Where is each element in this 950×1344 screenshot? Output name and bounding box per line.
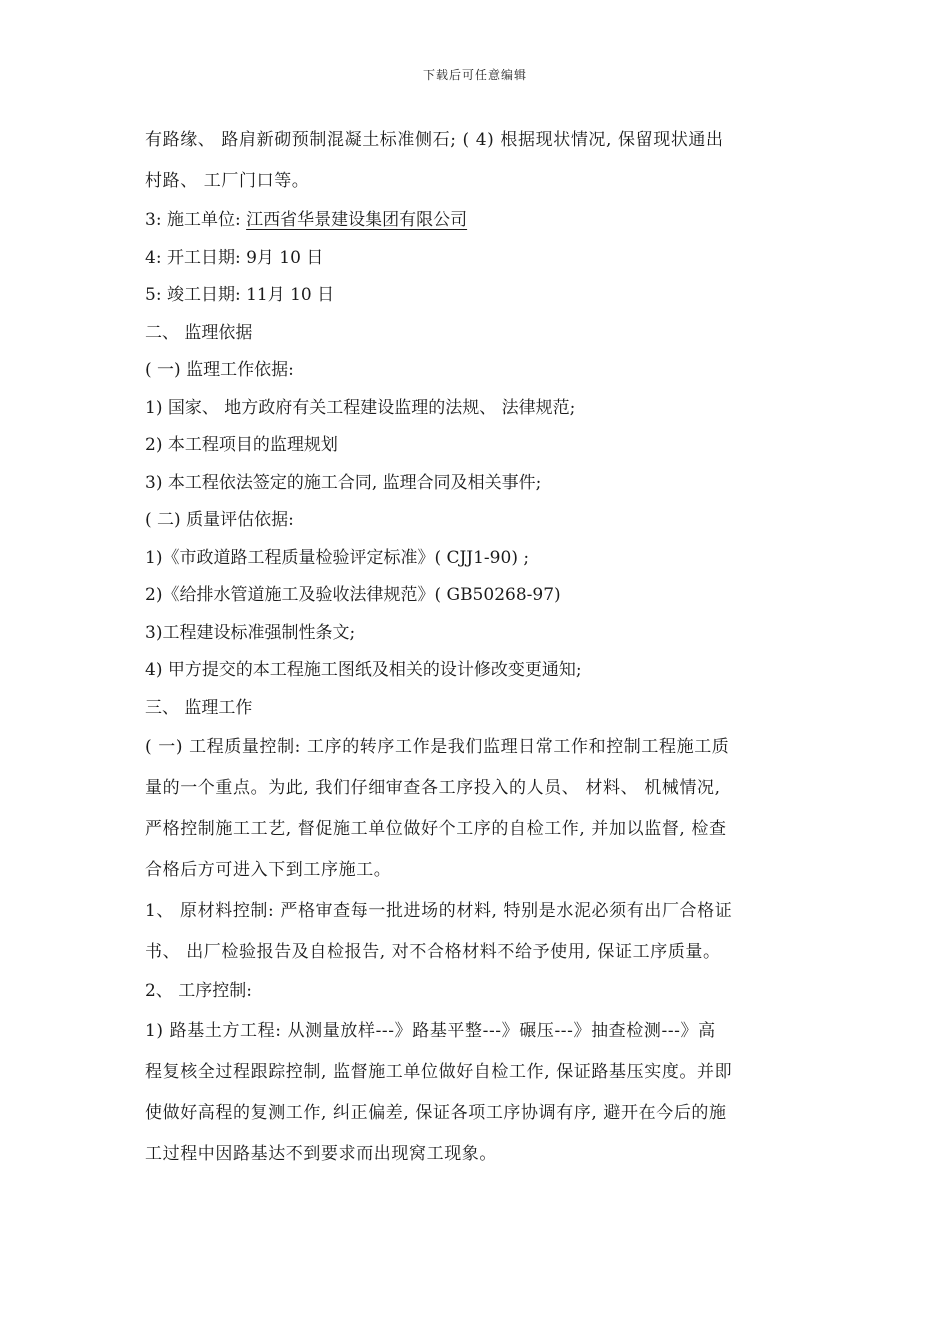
section-2-heading: 二、 监理依据 bbox=[145, 322, 253, 343]
end-date-line: 5: 竣工日期: 11月 10 日 bbox=[145, 285, 335, 305]
section-3-heading: 三、 监理工作 bbox=[145, 697, 253, 718]
material-paragraph-line: 1、 原材料控制: 严格审查每一批进场的材料, 特别是水泥必须有出厂合格证 bbox=[145, 901, 733, 921]
quality-paragraph-line: ( 一) 工程质量控制: 工序的转序工作是我们监理日常工作和控制工程施工质 bbox=[145, 737, 730, 757]
process-paragraph-line: 程复核全过程跟踪控制, 监督施工单位做好自检工作, 保证路基压实度。并即 bbox=[145, 1061, 733, 1082]
contractor-label: 3: 施工单位: bbox=[145, 210, 247, 230]
quality-paragraph-line: 严格控制施工工艺, 督促施工单位做好个工序的自检工作, 并加以监督, 检查 bbox=[145, 819, 727, 839]
page-header: 下载后可任意编辑 bbox=[422, 68, 527, 82]
process-paragraph-line: 使做好高程的复测工作, 纠正偏差, 保证各项工序协调有序, 避开在今后的施 bbox=[145, 1102, 727, 1123]
quality-paragraph-line: 合格后方可进入下到工序施工。 bbox=[145, 860, 392, 880]
contractor-line bbox=[145, 202, 815, 240]
list-item: 3) 本工程依法签定的施工合同, 监理合同及相关事件; bbox=[145, 472, 542, 493]
start-date-line: 4: 开工日期: 9月 10 日 bbox=[145, 247, 324, 268]
list-item: 1)《市政道路工程质量检验评定标准》( CJJ1-90) ; bbox=[145, 547, 530, 568]
subsection-2-2-heading: ( 二) 质量评估依据: bbox=[145, 510, 294, 530]
intro-line-1: 有路缘、 路肩新砌预制混凝土标准侧石; ( 4) 根据现状情况, 保留现状通出 bbox=[145, 130, 724, 150]
process-paragraph-line: 1) 路基土方工程: 从测量放样---》路基平整---》碾压---》抽查检测---》高 bbox=[145, 1020, 716, 1041]
list-item: 1) 国家、 地方政府有关工程建设监理的法规、 法律规范; bbox=[145, 397, 576, 418]
process-heading: 2、 工序控制: bbox=[145, 981, 252, 1001]
intro-line-2: 村路、 工厂门口等。 bbox=[145, 171, 310, 191]
list-item: 4) 甲方提交的本工程施工图纸及相关的设计修改变更通知; bbox=[145, 660, 582, 680]
quality-paragraph-line: 量的一个重点。为此, 我们仔细审查各工序投入的人员、 材料、 机械情况, bbox=[145, 778, 721, 798]
contractor-name: 江西省华景建设集团有限公司 bbox=[246, 210, 468, 230]
document-body bbox=[145, 120, 815, 1175]
list-item: 3)工程建设标准强制性条文; bbox=[145, 622, 356, 643]
subsection-2-1-heading: ( 一) 监理工作依据: bbox=[145, 360, 294, 380]
list-item: 2) 本工程项目的监理规划 bbox=[145, 435, 338, 455]
material-paragraph-line: 书、 出厂检验报告及自检报告, 对不合格材料不给予使用, 保证工序质量。 bbox=[145, 942, 721, 962]
list-item: 2)《给排水管道施工及验收法律规范》( GB50268-97) bbox=[145, 585, 561, 605]
process-paragraph-line: 工过程中因路基达不到要求而出现窝工现象。 bbox=[145, 1143, 497, 1164]
